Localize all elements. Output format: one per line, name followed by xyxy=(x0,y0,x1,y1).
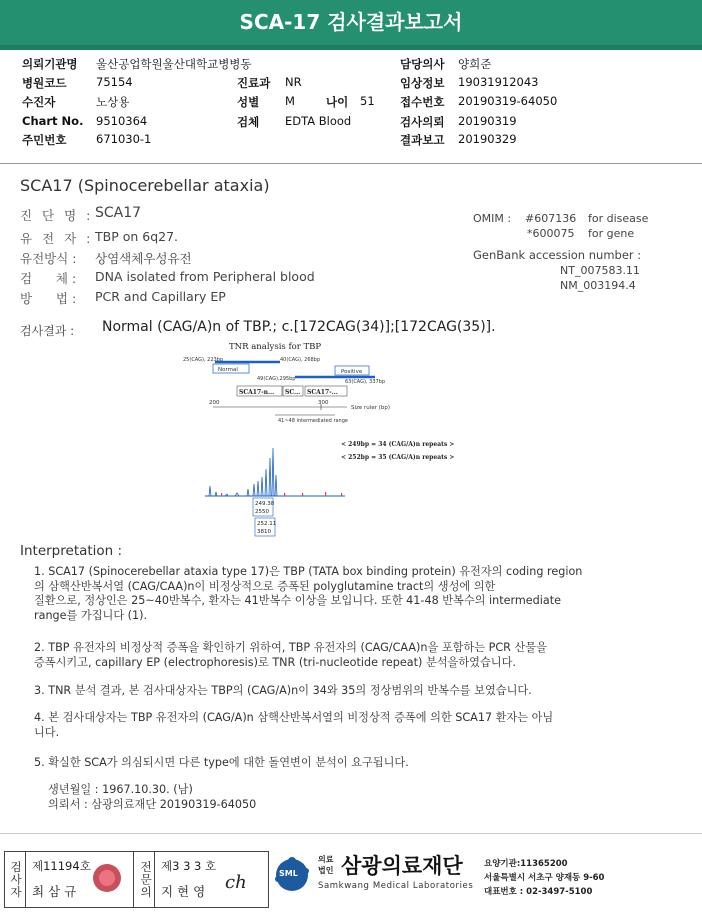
header-divider xyxy=(0,163,702,164)
company-english-name: Samkwang Medical Laboratories xyxy=(318,881,474,891)
request-label: 검사의뢰 xyxy=(400,115,445,129)
p2-line-1: 2. TBP 유전자의 비정상적 증폭을 확인하기 위하여, TBP 유전자의 (CAG/CAA)n을 포함하는 PCR 산물을 xyxy=(34,641,547,654)
interpretation-p3: 3. TNR 분석 결과, 본 검사대상자는 TBP의 (CAG/A)n이 34와 35의 정상범위의 반복수를 보였습니다. xyxy=(34,684,532,697)
omim-disease-note: for disease xyxy=(588,212,649,225)
institution-label: 의뢰기관명 xyxy=(22,57,78,71)
interpretation-p4 xyxy=(34,711,634,740)
p1-line-4: range를 가집니다 (1). xyxy=(34,608,148,622)
report-date-value: 20190329 xyxy=(458,132,517,146)
tick-300: 300 xyxy=(318,400,329,406)
peak2-height: 3810 xyxy=(257,529,271,535)
p4-line-2: 니다. xyxy=(34,725,60,739)
company-name: 삼광의료재단 xyxy=(341,854,463,878)
corp-label xyxy=(318,854,333,876)
examiner-license: 제11194호 xyxy=(32,859,91,873)
peak1-size: 249.38 xyxy=(255,501,275,507)
chart-label: Chart No. xyxy=(22,114,84,128)
peak1-height: 2550 xyxy=(255,509,269,515)
inheritance-value: 상염색체우성유전 xyxy=(95,251,192,266)
receipt-label: 접수번호 xyxy=(400,95,445,109)
interpretation-p2 xyxy=(34,641,634,670)
specialist-signature: ch xyxy=(225,872,247,893)
age-value: 51 xyxy=(360,94,375,108)
specimen-value: EDTA Blood xyxy=(285,114,352,128)
clinical-info-label: 임상정보 xyxy=(400,76,445,90)
normal-text: Normal xyxy=(218,367,238,373)
intermediate-range-label: 41~48 intermediated range xyxy=(278,418,348,424)
company-logo-icon xyxy=(270,853,314,897)
result-value: Normal (CAG/A)n of TBP.; c.[172CAG(34)];[172CAG(35)]. xyxy=(102,319,496,335)
corp-label-2: 법인 xyxy=(318,866,334,875)
patient-label: 수진자 xyxy=(22,95,56,109)
p1-line-1: 1. SCA17 (Spinocerebellar ataxia type 17)은 TBP (TATA box binding protein) 유전자의 coding region xyxy=(34,565,583,578)
dept-value: NR xyxy=(285,75,302,89)
ruler-label: Size ruler (bp) xyxy=(351,405,390,411)
footer-divider xyxy=(0,833,702,834)
interpretation-title: Interpretation : xyxy=(20,543,123,559)
examiner-label: 검사자 xyxy=(5,852,26,907)
omim-gene-note: for gene xyxy=(588,227,635,240)
rrn-label: 주민번호 xyxy=(22,133,67,147)
positive-text: Positive xyxy=(341,369,363,375)
doctor-value: 양희준 xyxy=(458,57,492,71)
peak2-size: 252.11 xyxy=(257,521,277,527)
clinical-info-value: 19031912043 xyxy=(458,75,539,89)
p4-line-1: 4. 본 검사대상자는 TBP 유전자의 (CAG/A)n 삼핵산반복서열의 비정상적 증폭에 의한 SCA17 환자는 아님 xyxy=(34,711,554,724)
figure-title: TNR analysis for TBP xyxy=(229,342,322,352)
logo-abbr: SML xyxy=(279,869,298,878)
patient-value: 노상용 xyxy=(96,95,130,109)
specimen-method-value: DNA isolated from Peripheral blood xyxy=(95,269,315,284)
intermediate-low-label: 49(CAG),295bp xyxy=(257,376,296,382)
peak1-note: < 249bp = 34 (CAG/A)n repeats > xyxy=(341,441,455,448)
examiner-seal-icon xyxy=(93,864,121,892)
company-phone: 대표번호 : 02-3497-5100 xyxy=(484,887,593,897)
method-value: PCR and Capillary EP xyxy=(95,289,226,304)
specimen-method-label: 검 체 : xyxy=(20,271,77,286)
specialist-name: 지 현 영 xyxy=(161,884,206,899)
bin-text-1: SCA17-n... xyxy=(239,389,275,396)
inheritance-label: 유전방식 : xyxy=(20,251,77,266)
p1-line-2: 의 삼핵산반복서열 (CAG/CAA)n이 비정상적으로 증폭된 polyglutamine tract의 생성에 의한 xyxy=(34,579,496,593)
hospital-code-value: 75154 xyxy=(96,75,133,89)
request-value: 20190319 xyxy=(458,114,517,128)
tnr-analysis-figure xyxy=(175,336,495,546)
report-date-label: 결과보고 xyxy=(400,133,445,147)
peak-markers xyxy=(221,492,342,496)
bin-text-3: SCA17-... xyxy=(307,389,338,396)
reference-number: 의뢰서 : 삼광의료재단 20190319-64050 xyxy=(48,798,257,811)
peak-trace xyxy=(209,448,277,496)
genbank-nm: NM_003194.4 xyxy=(560,279,636,292)
method-label: 방 법 : xyxy=(20,291,77,306)
omim-label: OMIM : xyxy=(473,212,512,225)
receipt-value: 20190319-64050 xyxy=(458,94,558,108)
doctor-label: 담당의사 xyxy=(400,57,445,71)
company-address: 서울특별시 서초구 양재동 9-60 xyxy=(484,873,605,883)
sex-label: 성별 xyxy=(237,95,260,109)
corp-label-1: 의료 xyxy=(318,855,334,864)
result-label: 검사결과 : xyxy=(20,324,75,338)
gene-value: TBP on 6q27. xyxy=(95,229,179,244)
normal-low-label: 25(CAG), 223bp xyxy=(183,357,224,363)
examiner-name: 최 삼 규 xyxy=(32,884,77,899)
gene-label: 유 전 자 : xyxy=(20,231,94,246)
diagnosis-value: SCA17 xyxy=(95,205,142,221)
specialist-label: 전문의 xyxy=(133,852,155,907)
positive-high-label: 63(CAG), 337bp xyxy=(345,379,386,385)
chart-value: 9510364 xyxy=(96,114,148,128)
p1-line-3: 질환으로, 정상인은 25~40반복수, 환자는 41반복수 이상을 보입니다. 또한 41-48 반복수의 intermediate xyxy=(34,594,562,607)
interpretation-p5: 5. 확실한 SCA가 의심되시면 다른 type에 대한 돌연변이 분석이 요구됩니다. xyxy=(34,756,409,769)
interpretation-p1 xyxy=(34,565,634,623)
omim-disease-id: #607136 xyxy=(525,212,577,225)
sex-value: M xyxy=(285,94,295,108)
hospital-code-label: 병원코드 xyxy=(22,76,67,90)
institution-value: 울산공업학원울산대학교병병동 xyxy=(96,57,252,71)
test-title: SCA17 (Spinocerebellar ataxia) xyxy=(20,176,270,195)
omim-gene-id: *600075 xyxy=(527,227,575,240)
specimen-label: 검체 xyxy=(237,115,260,129)
specialist-license: 제3 3 3 호 xyxy=(161,859,217,873)
rrn-value: 671030-1 xyxy=(96,132,152,146)
p2-line-2: 증폭시키고, capillary EP (electrophoresis)로 TNR (tri-nucleotide repeat) 분석을하였습니다. xyxy=(34,655,516,669)
birth-date: 생년월일 : 1967.10.30. (남) xyxy=(48,783,193,796)
report-title: SCA-17 검사결과보고서 xyxy=(0,0,702,45)
peak2-note: < 252bp = 35 (CAG/A)n repeats > xyxy=(341,454,455,461)
genbank-nt: NT_007583.11 xyxy=(560,264,640,277)
dept-label: 진료과 xyxy=(237,76,271,90)
diagnosis-label: 진 단 명 : xyxy=(20,208,94,223)
title-underline xyxy=(0,45,702,50)
age-label: 나이 xyxy=(326,95,349,109)
tick-200: 200 xyxy=(209,400,220,406)
facility-code: 요양기관:11365200 xyxy=(484,859,568,869)
bin-text-2: SC... xyxy=(285,389,301,396)
normal-high-label: 40(CAG), 268bp xyxy=(280,357,321,363)
genbank-label: GenBank accession number : xyxy=(473,248,642,262)
signature-block xyxy=(4,851,269,908)
